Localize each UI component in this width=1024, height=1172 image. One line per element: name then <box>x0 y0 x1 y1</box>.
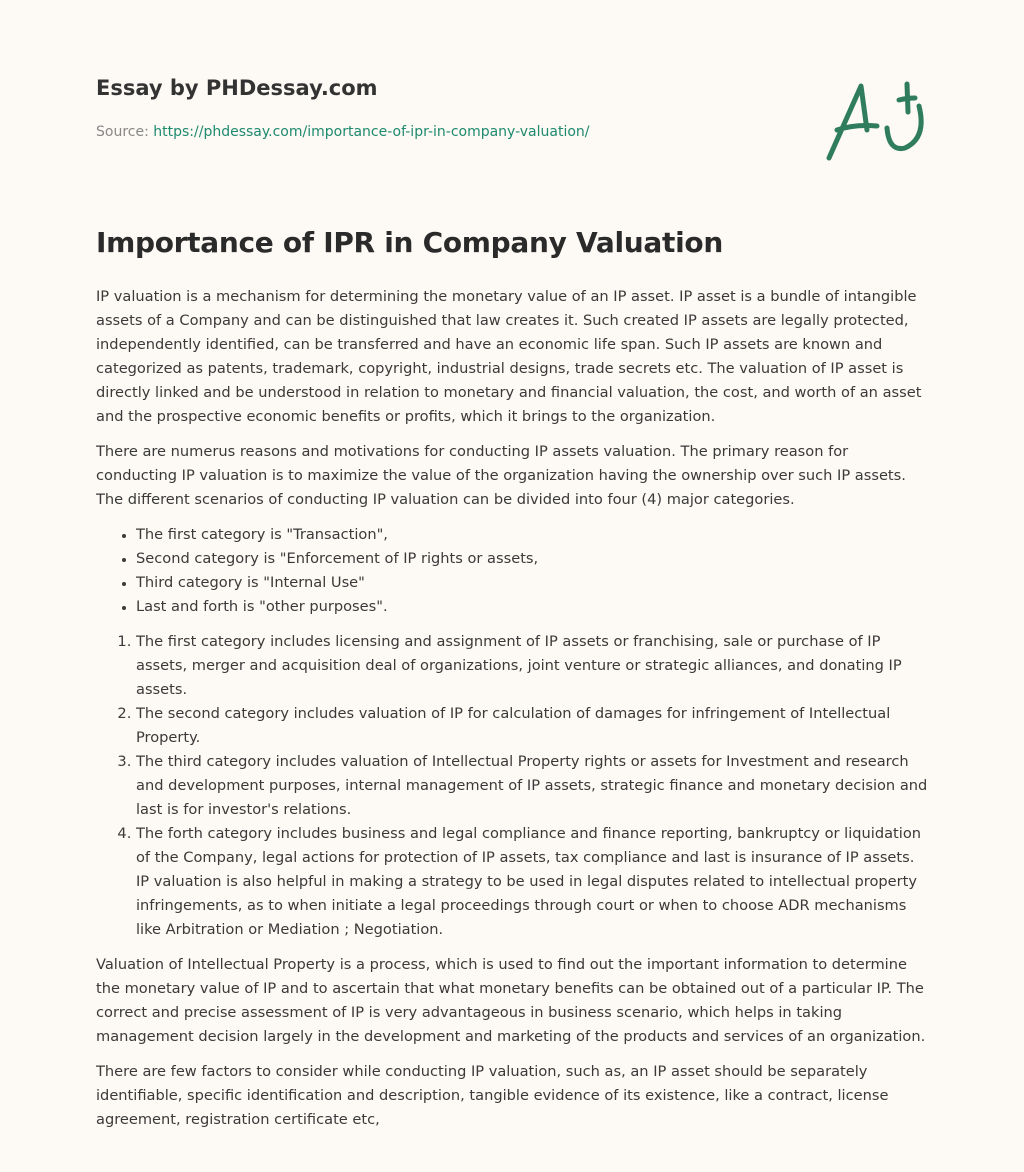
paragraph: There are few factors to consider while conducting IP valuation, such as, an IP asset should be separately identifiable, specific identification and description, tangible evidence of its existence, like a contract, license agreement, registration certificate etc, <box>96 1063 889 1128</box>
list-item: • Third category is "Internal Use" <box>136 571 932 595</box>
paragraph: Valuation of Intellectual Property is a process, which is used to find out the important information to determine the monetary value of IP and to ascertain that what monetary benefits can be obtained out of a particular IP. The correct and precise assessment of IP is very advantageous in business scenario, which helps in taking management decision largely in the development and marketing of the products and services of an organization. <box>96 956 926 1045</box>
source-link[interactable]: https://phdessay.com/importance-of-ipr-in-company-valuation/ <box>153 124 590 140</box>
list-item: • Last and forth is "other purposes". <box>136 595 932 619</box>
source-line <box>96 124 590 140</box>
list-item: • The first category is "Transaction", <box>136 523 932 547</box>
category-bullet-list <box>96 523 932 619</box>
paragraph: IP valuation is a mechanism for determining the monetary value of an IP asset. IP asset is a bundle of intangible assets of a Company and can be distinguished that law creates it. Such created IP assets are legally protected, independently identified, can be transferred and have an economic life span. Such IP assets are known and categorized as patents, trademark, copyright, industrial designs, trade secrets etc. The valuation of IP asset is directly linked and be understood in relation to monetary and financial valuation, the cost, and worth of an asset and the prospective economic benefits or profits, which it brings to the organization. <box>96 288 922 425</box>
list-item: • Second category is "Enforcement of IP rights or assets, <box>136 547 932 571</box>
essay-body <box>96 285 932 1143</box>
category-numbered-list <box>96 630 932 942</box>
list-item: 3. The third category includes valuation of Intellectual Property rights or assets for Investment and research and development purposes, internal management of IP assets, strategic finance and monetary decision and last is for investor's relations. <box>136 750 932 822</box>
site-title: Essay by PHDessay.com <box>96 76 378 100</box>
list-item: 4. The forth category includes business and legal compliance and finance reporting, bankruptcy or liquidation of the Company, legal actions for protection of IP assets, tax compliance and last is insurance of IP assets. IP valuation is also helpful in making a strategy to be used in legal disputes related to intellectual property infringements, as to when initiate a legal proceedings through court or when to choose ADR mechanisms like Arbitration or Mediation ; Negotiation. <box>136 822 932 942</box>
list-item: 1. The first category includes licensing and assignment of IP assets or franchising, sale or purchase of IP assets, merger and acquisition deal of organizations, joint venture or strategic alliances, and donating IP assets. <box>136 630 932 702</box>
essay-title: Importance of IPR in Company Valuation <box>96 226 723 259</box>
list-item: 2. The second category includes valuation of IP for calculation of damages for infringement of Intellectual Property. <box>136 702 932 750</box>
source-label: Source: <box>96 124 149 140</box>
a-plus-logo-icon <box>815 68 935 168</box>
paragraph: There are numerus reasons and motivations for conducting IP assets valuation. The primary reason for conducting IP valuation is to maximize the value of the organization having the ownership over such IP assets. The different scenarios of conducting IP valuation can be divided into four (4) major categories. <box>96 443 906 508</box>
